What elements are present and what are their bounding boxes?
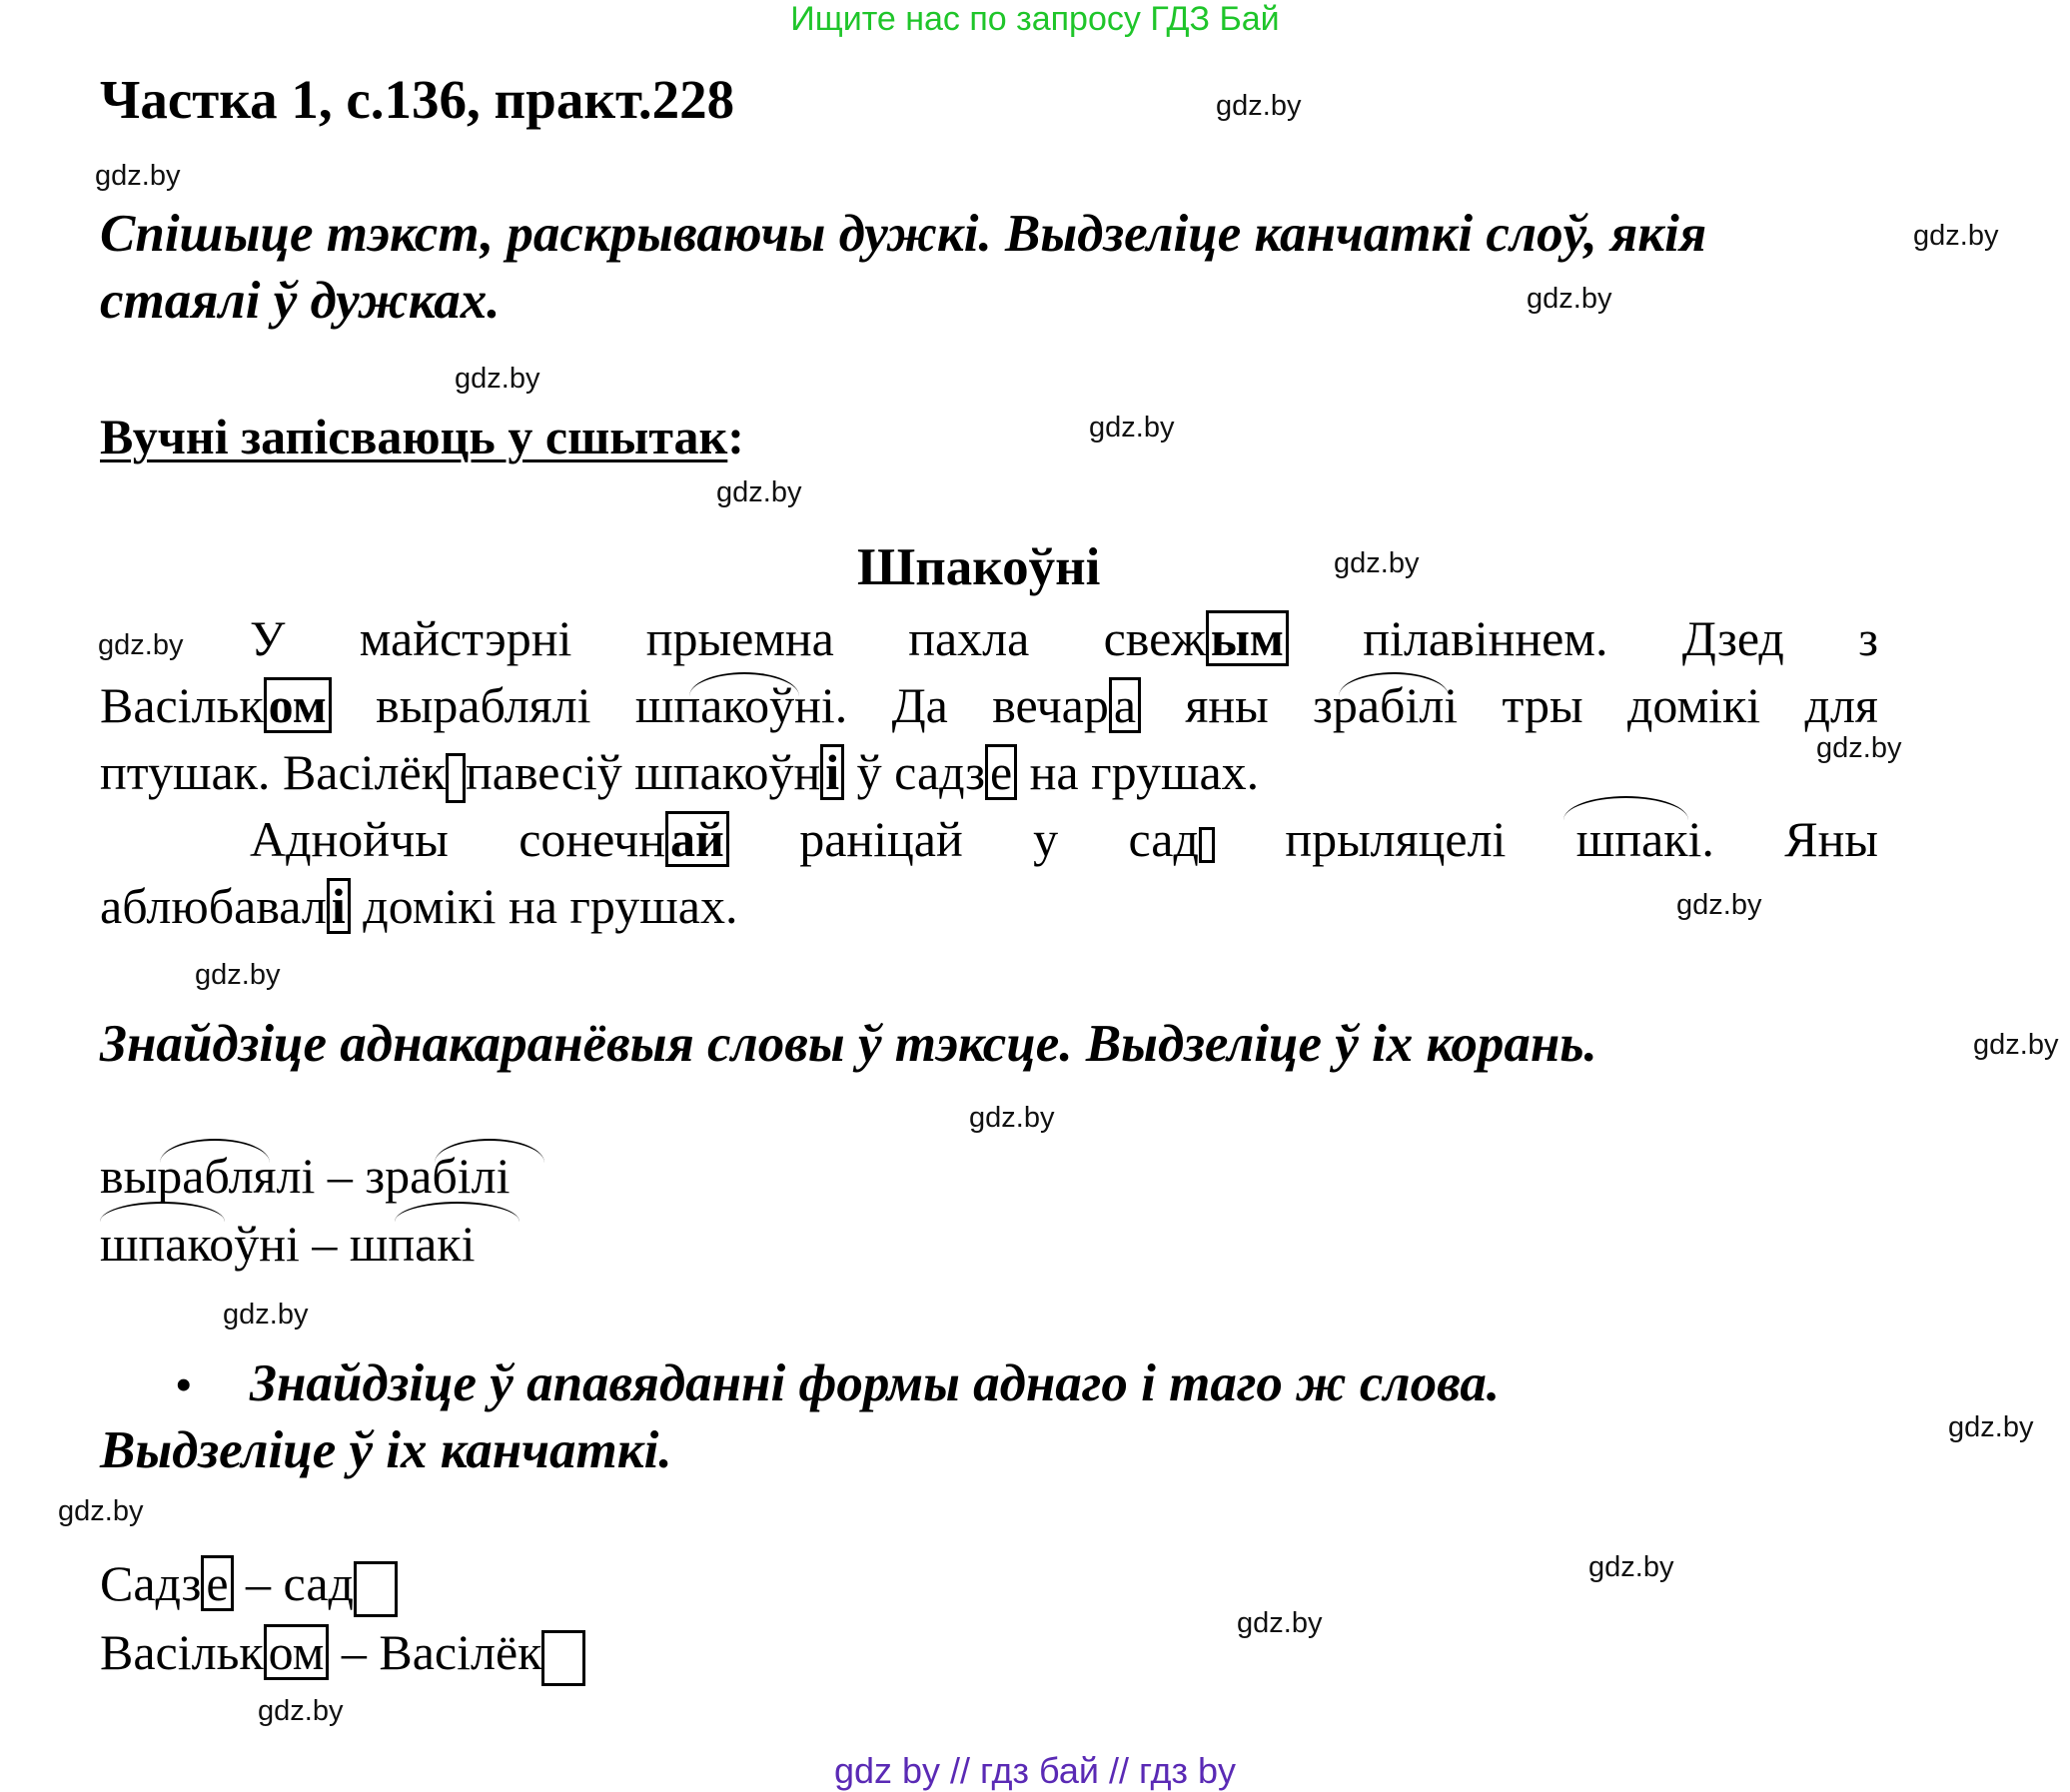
watermark: gdz.by	[1816, 732, 1902, 764]
word: птушак.	[100, 744, 271, 800]
word: прыляцелі	[1285, 811, 1507, 867]
ending-box: ым	[1206, 610, 1289, 666]
word: у	[1033, 811, 1059, 867]
word: прыемна	[645, 610, 834, 666]
watermark: gdz.by	[1527, 283, 1612, 315]
task-instruction-line1: Спішыце тэкст, раскрываючы дужкі. Выдзеліце канчаткі слоў, якія	[100, 205, 1707, 263]
ending-box: і	[820, 744, 844, 800]
watermark: gdz.by	[1676, 889, 1762, 921]
word: для	[1804, 677, 1878, 733]
students-write-colon: :	[727, 409, 744, 464]
watermark: gdz.by	[195, 959, 281, 991]
watermark: gdz.by	[95, 160, 181, 192]
word: шпакі.	[1575, 811, 1714, 867]
word-with-ending	[100, 672, 332, 739]
word-stem: вечар	[992, 677, 1109, 733]
word: на грушах.	[1029, 744, 1260, 800]
task-instruction-line2: стаялі ў дужках.	[100, 272, 501, 330]
word: шпакоўні.	[634, 677, 848, 733]
ending-box: е	[201, 1555, 233, 1611]
watermark: gdz.by	[1237, 1607, 1323, 1639]
paragraph-line-5	[100, 873, 1878, 940]
watermark: gdz.by	[98, 629, 184, 661]
ending-box: ай	[665, 811, 729, 867]
word-stem: сонечн	[518, 811, 665, 867]
word: раніцай	[799, 811, 963, 867]
watermark: gdz.by	[455, 363, 540, 395]
word: тры	[1502, 677, 1583, 733]
word: домікі	[1626, 677, 1761, 733]
watermark: gdz.by	[1913, 220, 1999, 252]
task3-instruction-line2: Выдзеліце ў іх канчаткі.	[100, 1421, 672, 1479]
word: пілавіннем.	[1363, 610, 1608, 666]
word: яны	[1185, 677, 1269, 733]
word-stem: садз	[894, 744, 985, 800]
paragraph-line-1	[100, 605, 1878, 672]
ending-box: ом	[264, 677, 332, 733]
word-stem: Васілёк	[282, 744, 446, 800]
word: У	[250, 610, 286, 666]
watermark: gdz.by	[223, 1299, 309, 1331]
roots-line-1: выраблялі – зрабілі	[100, 1148, 511, 1204]
word: Дзед	[1681, 610, 1784, 666]
empty-ending-box	[541, 1630, 585, 1686]
text-title: Шпакоўні	[857, 538, 1101, 596]
paragraph-line-2	[100, 672, 1878, 739]
word-with-ending	[634, 744, 844, 800]
top-banner[interactable]: Ищите нас по запросу ГДЗ Бай	[790, 0, 1280, 38]
watermark: gdz.by	[716, 476, 802, 508]
dash: –	[341, 1624, 367, 1680]
exercise-heading: Частка 1, с.136, практ.228	[100, 69, 735, 130]
footer-links[interactable]: gdz by // гдз бай // гдз by	[833, 1750, 1237, 1791]
word-stem: Васільк	[100, 1624, 264, 1680]
word-stem: шпакоўн	[634, 744, 821, 800]
watermark: gdz.by	[969, 1102, 1055, 1134]
dash: –	[246, 1555, 272, 1611]
ending-box: а	[1109, 677, 1141, 733]
word: выраблялі	[376, 677, 591, 733]
word-stem: сад	[283, 1555, 354, 1611]
word: домікі на грушах.	[363, 878, 738, 934]
word: Аднойчы	[250, 811, 449, 867]
word-stem: свеж	[1103, 610, 1206, 666]
word-with-ending	[283, 744, 466, 800]
watermark: gdz.by	[1089, 412, 1175, 444]
empty-ending-box	[1199, 827, 1215, 863]
word: з	[1858, 610, 1878, 666]
ending-box: е	[985, 744, 1017, 800]
word-stem: Васілёк	[379, 1624, 542, 1680]
bullet-icon: •	[175, 1356, 193, 1412]
watermark: gdz.by	[1588, 1551, 1674, 1583]
task3-instruction-line1: Знайдзіце ў апавяданні формы аднаго і таго ж слова.	[250, 1354, 1501, 1412]
word: пахла	[908, 610, 1030, 666]
watermark: gdz.by	[1948, 1411, 2034, 1443]
word: павесіў	[466, 744, 622, 800]
watermark: gdz.by	[1973, 1029, 2059, 1061]
students-write-text: Вучні запісваюць у сшытак	[100, 409, 728, 464]
word-with-ending	[992, 672, 1141, 739]
ending-box: ом	[264, 1624, 330, 1680]
ending-box: і	[327, 878, 351, 934]
word-stem: сад	[1128, 811, 1199, 867]
task2-instruction: Знайдзіце аднакаранёвыя словы ў тэксце. Выдзеліце ў іх корань.	[100, 1015, 1597, 1073]
watermark: gdz.by	[1216, 90, 1302, 122]
word: зрабілі	[1313, 677, 1459, 733]
word: майстэрні	[359, 610, 572, 666]
empty-ending-box	[354, 1561, 398, 1617]
watermark: gdz.by	[258, 1695, 344, 1727]
word-with-ending	[100, 878, 351, 934]
word-with-ending	[1104, 605, 1289, 672]
word-with-ending	[518, 806, 729, 873]
watermark: gdz.by	[58, 1495, 144, 1527]
word: Да	[891, 677, 948, 733]
word-stem: Васільк	[100, 677, 264, 733]
word-stem: аблюбавал	[100, 878, 327, 934]
word-with-ending	[894, 744, 1017, 800]
forms-line-1	[100, 1550, 398, 1617]
word: ў	[856, 744, 882, 800]
word-with-ending	[1129, 806, 1215, 873]
word-stem: Садз	[100, 1555, 202, 1611]
word: Яны	[1784, 811, 1878, 867]
watermark: gdz.by	[1334, 547, 1420, 579]
roots-line-2: шпакоўні – шпакі	[100, 1216, 476, 1272]
forms-line-2	[100, 1619, 585, 1686]
empty-ending-box	[446, 753, 466, 803]
students-write-label	[100, 408, 744, 465]
